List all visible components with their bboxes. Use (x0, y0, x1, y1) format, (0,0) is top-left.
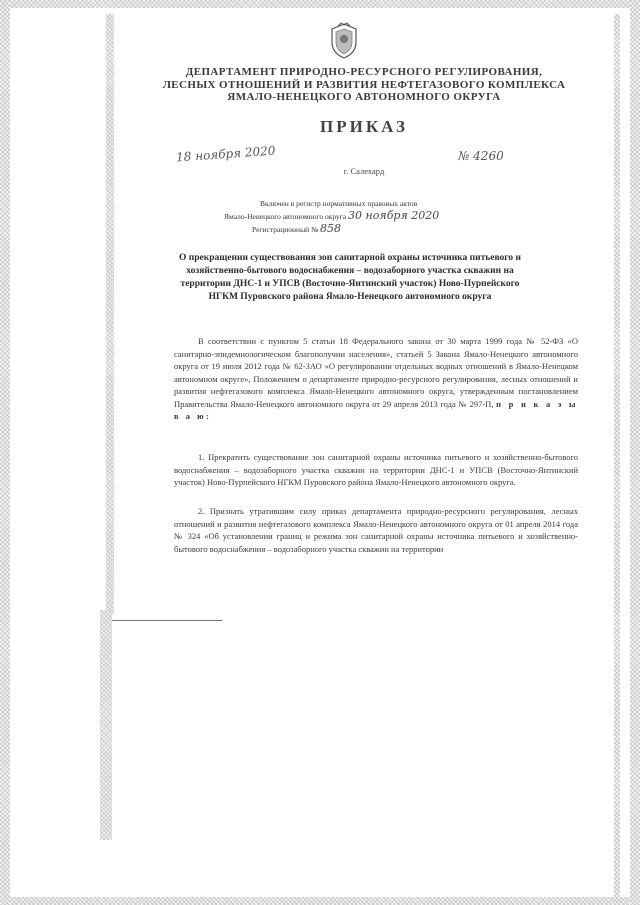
legal-basis-text: В соответствии с пунктом 5 статьи 18 Федерального закона от 30 марта 1999 года № 52-ФЗ «О санитарно-эпидемиологическом благополучии населения», статьей 5 Закона Ямало-Ненецкого автономного округа от 19 июля 2012 года № 62-ЗАО «О регулировании отдельных водных отношений в Ямало-Ненецком автономном округе», Положением о департаменте природно-ресурсного регулирования, лесных отношений и развития нефтегазового комплекса Ямало-Ненецкого автономного округа, утвержденным постановлением Правительства Ямало-Ненецкого автономного округа от 29 апреля 2013 года № 297-П, (174, 336, 578, 409)
scan-border-lower-left (100, 610, 112, 840)
department-heading (114, 66, 614, 104)
scan-border-bottom (0, 897, 640, 905)
registration-stamp (224, 198, 439, 236)
department-line: ДЕПАРТАМЕНТ ПРИРОДНО-РЕСУРСНОГО РЕГУЛИРОВАНИЯ, (185, 66, 543, 78)
registration-label: Ямало-Ненецкого автономного округа (224, 212, 347, 221)
registration-number-handwritten: 858 (320, 222, 342, 235)
department-line: ЛЕСНЫХ ОТНОШЕНИЙ И РАЗВИТИЯ НЕФТЕГАЗОВОГО КОМПЛЕКСА (162, 78, 566, 91)
place-of-issue: г. Салехард (343, 166, 385, 176)
order-word: п р и к а з ы в а ю: (174, 398, 579, 421)
registration-line: Включен в регистр нормативных правовых актов (260, 199, 418, 208)
order-subject: О прекращении существования зон санитарной охраны источника питьевого и хозяйственно-бытового водоснабжения – водозаборного участка скважин на территории ДНС-1 и УПСВ (Восточно-Янтинский участок) Ново-Пурпейского НГКМ Пуровского района Ямало-Ненецкого автономного округа (179, 253, 521, 302)
order-item-1: 1. Прекратить существование зон санитарной охраны источника питьевого и хозяйственно-бытового водоснабжения – водозаборного участка скважин на территории ДНС-1 и УПСВ (Восточно-Янтинский участок) Ново-Пурпейского НГКМ Пуровского района Ямало-Ненецкого автономного округа. (174, 452, 578, 487)
handwritten-date: 18 ноября 2020 (175, 143, 276, 165)
coat-of-arms-emblem (327, 22, 361, 60)
scan-border-inner-left (106, 14, 114, 614)
legal-basis-paragraph (174, 335, 578, 423)
document-type-title: ПРИКАЗ (320, 117, 408, 136)
scan-border-inner-right (614, 14, 620, 904)
department-line: ЯМАЛО-НЕНЕЦКОГО АВТОНОМНОГО ОКРУГА (227, 91, 501, 103)
page-edge-rule (112, 620, 222, 621)
scan-border-top (0, 0, 640, 8)
scan-border-left (0, 0, 10, 905)
scan-border-right (630, 0, 640, 905)
registration-date-handwritten: 30 ноября 2020 (348, 209, 440, 222)
registration-label: Регистрационный № (252, 225, 319, 234)
handwritten-number: № 4260 (458, 149, 504, 163)
order-item-2: 2. Признать утратившим силу приказ департамента природно-ресурсного регулирования, лесных отношений и развития нефтегазового комплекса Ямало-Ненецкого автономного округа от 01 апреля 2014 года № 324 «Об установлении границ и режима зон санитарной охраны источника питьевого и хозяйственно-бытового водоснабжения – водозаборного участка скважин на территории (174, 506, 578, 554)
registration-line (224, 223, 439, 236)
